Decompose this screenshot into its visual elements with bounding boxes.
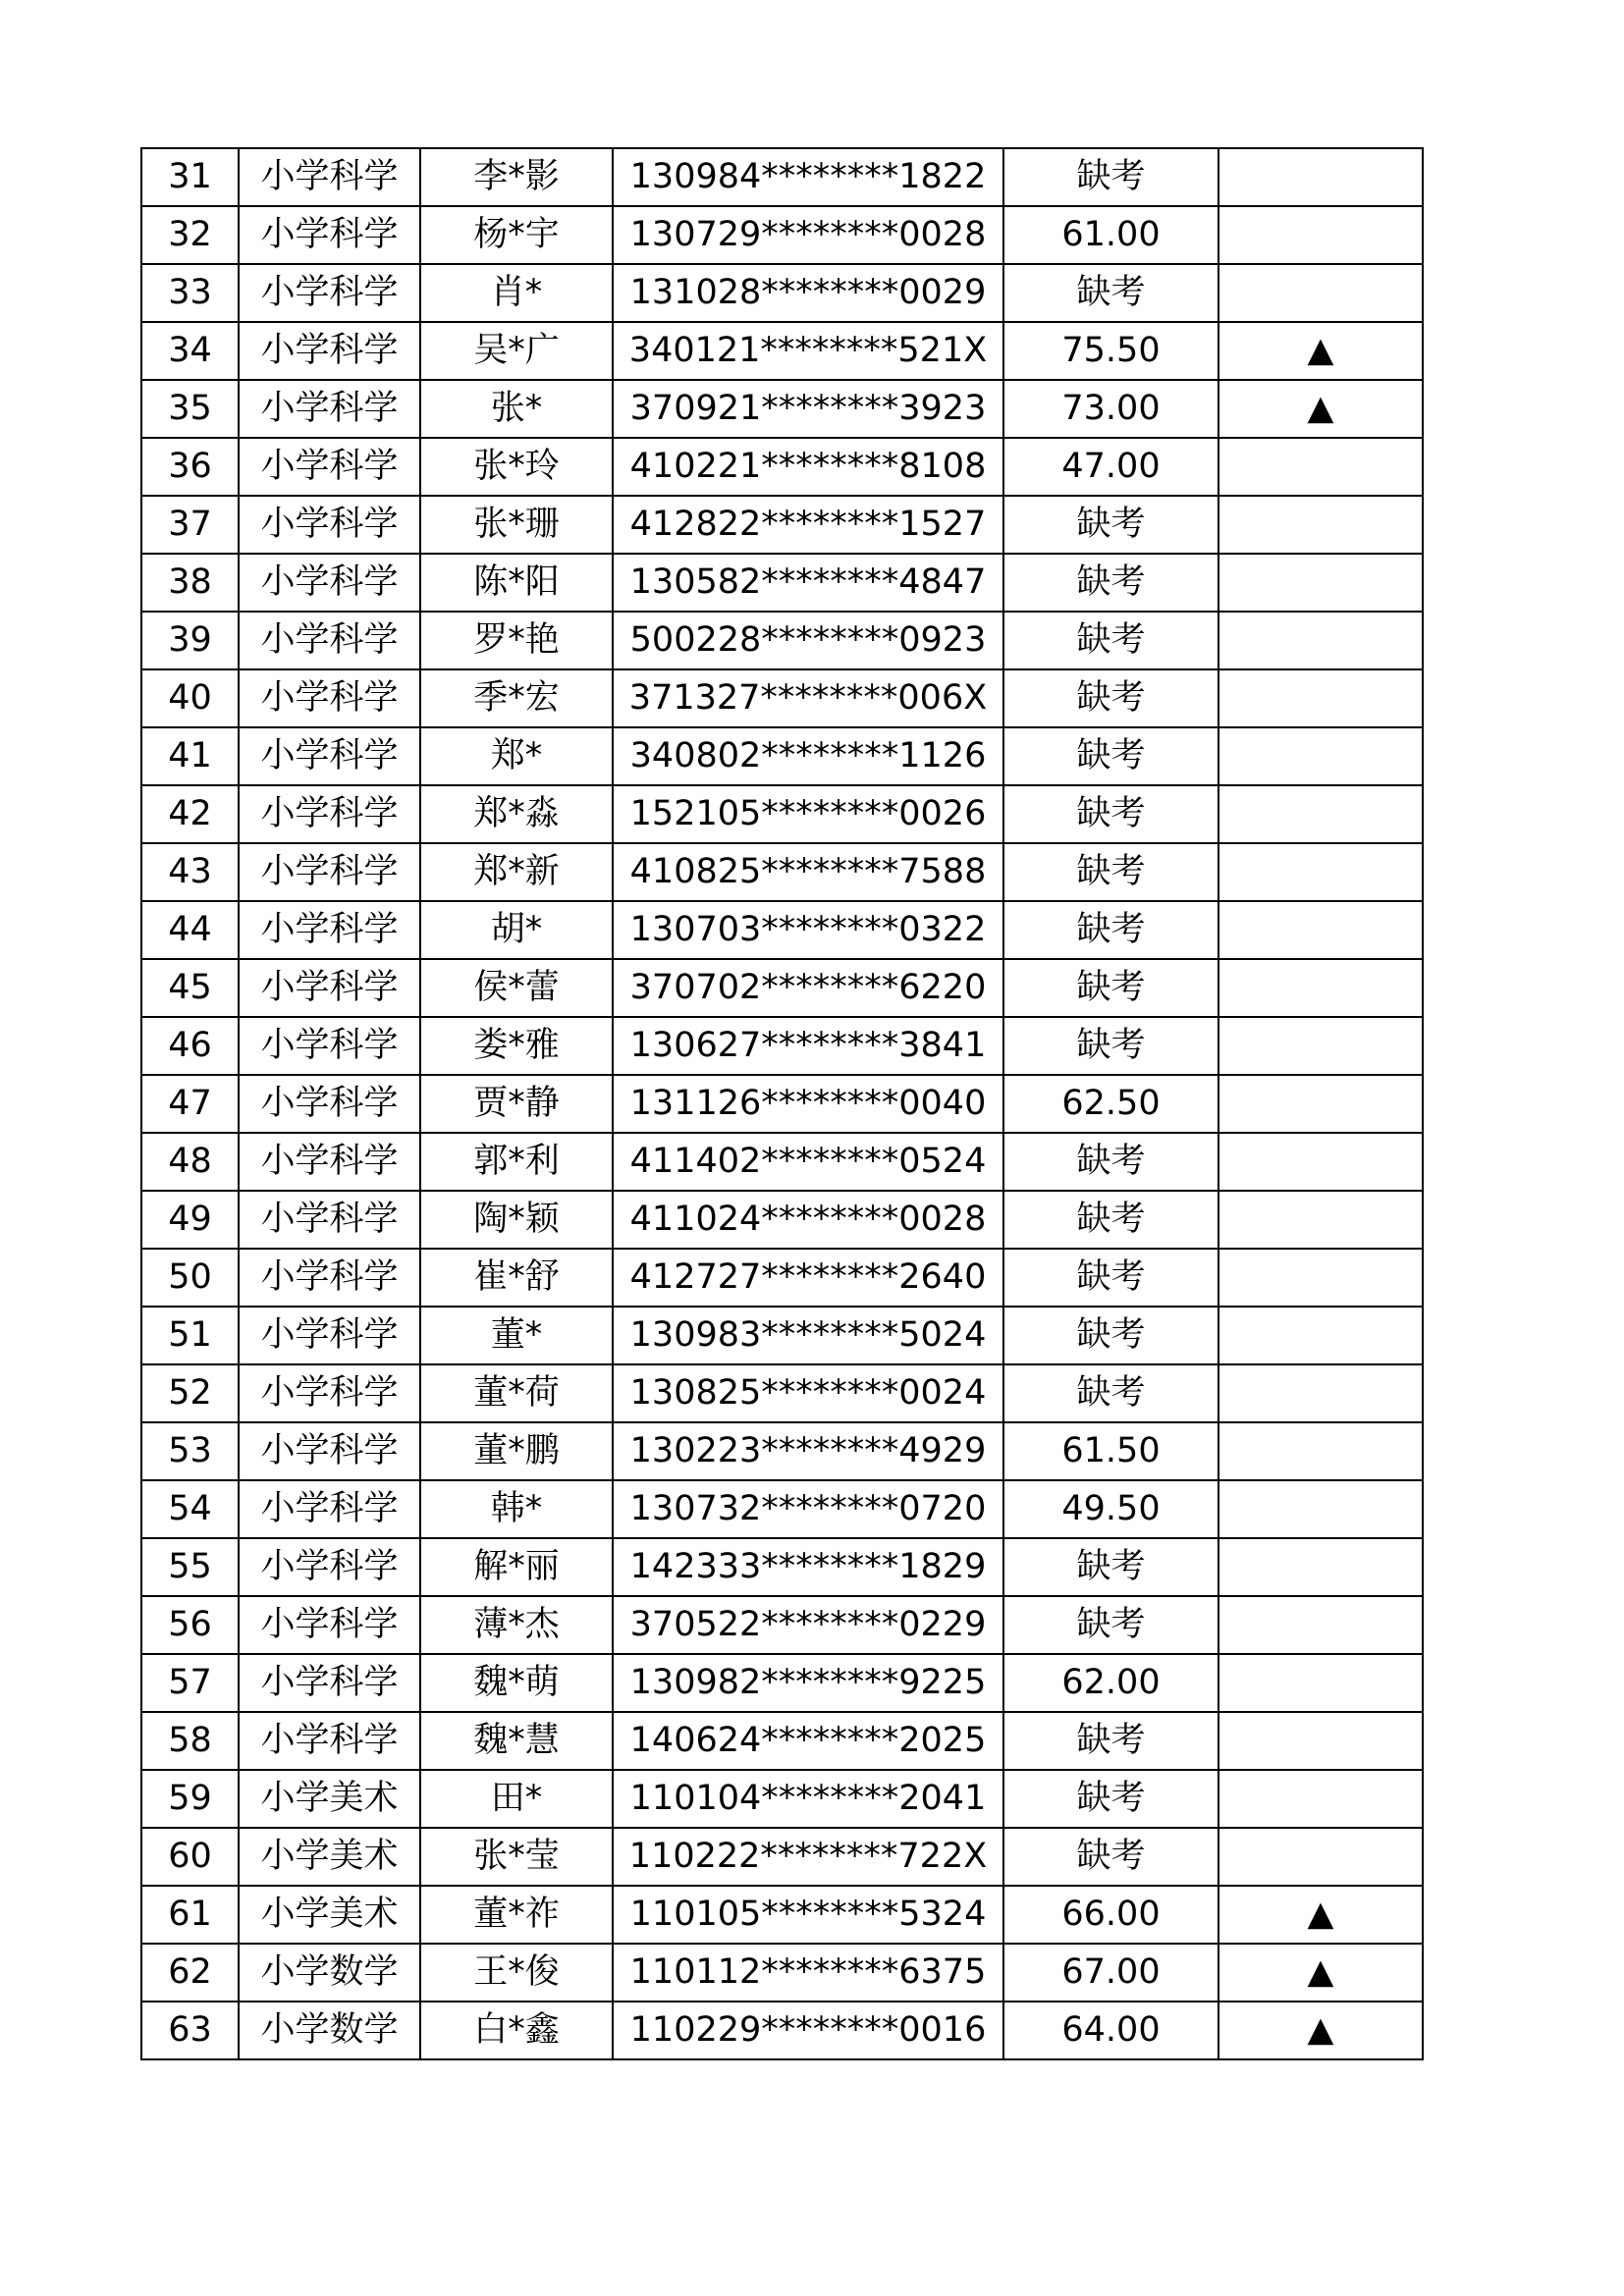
score-cell: 缺考 bbox=[1003, 959, 1218, 1017]
score-cell: 缺考 bbox=[1003, 727, 1218, 785]
table-row bbox=[141, 148, 1423, 206]
qualified-mark-cell bbox=[1218, 1075, 1423, 1133]
id-number-cell: 110105********5324 bbox=[613, 1886, 1003, 1944]
row-number-cell: 61 bbox=[141, 1886, 239, 1944]
row-number-cell: 35 bbox=[141, 380, 239, 438]
score-cell: 缺考 bbox=[1003, 496, 1218, 554]
score-cell: 缺考 bbox=[1003, 785, 1218, 843]
subject-cell: 小学科学 bbox=[239, 380, 420, 438]
results-table bbox=[140, 147, 1424, 2060]
score-cell: 66.00 bbox=[1003, 1886, 1218, 1944]
table-row bbox=[141, 206, 1423, 264]
score-cell: 缺考 bbox=[1003, 843, 1218, 901]
subject-cell: 小学科学 bbox=[239, 612, 420, 669]
row-number-cell: 62 bbox=[141, 1944, 239, 2002]
qualified-mark-cell bbox=[1218, 1770, 1423, 1828]
qualified-mark-cell bbox=[1218, 1712, 1423, 1770]
table-row bbox=[141, 612, 1423, 669]
id-number-cell: 370702********6220 bbox=[613, 959, 1003, 1017]
subject-cell: 小学科学 bbox=[239, 1133, 420, 1191]
qualified-mark-cell: ▲ bbox=[1218, 380, 1423, 438]
subject-cell: 小学美术 bbox=[239, 1828, 420, 1886]
qualified-mark-cell bbox=[1218, 438, 1423, 496]
candidate-name-cell: 魏*慧 bbox=[420, 1712, 613, 1770]
candidate-name-cell: 李*影 bbox=[420, 148, 613, 206]
qualified-mark-cell bbox=[1218, 959, 1423, 1017]
qualified-mark-cell bbox=[1218, 669, 1423, 727]
qualified-mark-cell: ▲ bbox=[1218, 2002, 1423, 2059]
score-cell: 49.50 bbox=[1003, 1480, 1218, 1538]
qualified-mark-cell: ▲ bbox=[1218, 322, 1423, 380]
table-row bbox=[141, 1017, 1423, 1075]
score-cell: 61.50 bbox=[1003, 1422, 1218, 1480]
row-number-cell: 56 bbox=[141, 1596, 239, 1654]
qualified-mark-cell: ▲ bbox=[1218, 1944, 1423, 2002]
score-cell: 61.00 bbox=[1003, 206, 1218, 264]
row-number-cell: 37 bbox=[141, 496, 239, 554]
id-number-cell: 411024********0028 bbox=[613, 1191, 1003, 1249]
id-number-cell: 370522********0229 bbox=[613, 1596, 1003, 1654]
table-row bbox=[141, 959, 1423, 1017]
row-number-cell: 38 bbox=[141, 554, 239, 612]
subject-cell: 小学数学 bbox=[239, 1944, 420, 2002]
candidate-name-cell: 韩* bbox=[420, 1480, 613, 1538]
table-row bbox=[141, 1886, 1423, 1944]
qualified-mark-cell bbox=[1218, 901, 1423, 959]
subject-cell: 小学科学 bbox=[239, 1712, 420, 1770]
score-cell: 67.00 bbox=[1003, 1944, 1218, 2002]
id-number-cell: 340802********1126 bbox=[613, 727, 1003, 785]
row-number-cell: 33 bbox=[141, 264, 239, 322]
qualified-mark-cell bbox=[1218, 612, 1423, 669]
subject-cell: 小学科学 bbox=[239, 1480, 420, 1538]
id-number-cell: 131028********0029 bbox=[613, 264, 1003, 322]
row-number-cell: 52 bbox=[141, 1364, 239, 1422]
candidate-name-cell: 薄*杰 bbox=[420, 1596, 613, 1654]
candidate-name-cell: 董* bbox=[420, 1307, 613, 1364]
qualified-mark-cell bbox=[1218, 1654, 1423, 1712]
id-number-cell: 110222********722X bbox=[613, 1828, 1003, 1886]
subject-cell: 小学科学 bbox=[239, 901, 420, 959]
qualified-mark-cell bbox=[1218, 1538, 1423, 1596]
qualified-mark-cell bbox=[1218, 1191, 1423, 1249]
qualified-mark-cell bbox=[1218, 727, 1423, 785]
table-row bbox=[141, 264, 1423, 322]
row-number-cell: 34 bbox=[141, 322, 239, 380]
subject-cell: 小学科学 bbox=[239, 148, 420, 206]
row-number-cell: 59 bbox=[141, 1770, 239, 1828]
row-number-cell: 55 bbox=[141, 1538, 239, 1596]
row-number-cell: 47 bbox=[141, 1075, 239, 1133]
candidate-name-cell: 陈*阳 bbox=[420, 554, 613, 612]
subject-cell: 小学科学 bbox=[239, 554, 420, 612]
row-number-cell: 43 bbox=[141, 843, 239, 901]
candidate-name-cell: 王*俊 bbox=[420, 1944, 613, 2002]
subject-cell: 小学科学 bbox=[239, 727, 420, 785]
candidate-name-cell: 郑* bbox=[420, 727, 613, 785]
subject-cell: 小学科学 bbox=[239, 1364, 420, 1422]
candidate-name-cell: 郑*新 bbox=[420, 843, 613, 901]
subject-cell: 小学科学 bbox=[239, 1191, 420, 1249]
subject-cell: 小学科学 bbox=[239, 669, 420, 727]
id-number-cell: 412727********2640 bbox=[613, 1249, 1003, 1307]
candidate-name-cell: 杨*宇 bbox=[420, 206, 613, 264]
table-row bbox=[141, 1249, 1423, 1307]
table-row bbox=[141, 1770, 1423, 1828]
table-row bbox=[141, 1191, 1423, 1249]
score-cell: 62.50 bbox=[1003, 1075, 1218, 1133]
candidate-name-cell: 郑*淼 bbox=[420, 785, 613, 843]
row-number-cell: 57 bbox=[141, 1654, 239, 1712]
score-cell: 62.00 bbox=[1003, 1654, 1218, 1712]
candidate-name-cell: 郭*利 bbox=[420, 1133, 613, 1191]
id-number-cell: 130984********1822 bbox=[613, 148, 1003, 206]
qualified-mark-cell bbox=[1218, 1596, 1423, 1654]
table-row bbox=[141, 2002, 1423, 2059]
subject-cell: 小学科学 bbox=[239, 206, 420, 264]
table-row bbox=[141, 1307, 1423, 1364]
score-cell: 缺考 bbox=[1003, 1712, 1218, 1770]
id-number-cell: 130703********0322 bbox=[613, 901, 1003, 959]
score-cell: 75.50 bbox=[1003, 322, 1218, 380]
id-number-cell: 142333********1829 bbox=[613, 1538, 1003, 1596]
qualified-mark-cell bbox=[1218, 264, 1423, 322]
subject-cell: 小学科学 bbox=[239, 438, 420, 496]
subject-cell: 小学科学 bbox=[239, 1654, 420, 1712]
qualified-mark-cell bbox=[1218, 206, 1423, 264]
qualified-mark-cell bbox=[1218, 1364, 1423, 1422]
table-row bbox=[141, 669, 1423, 727]
row-number-cell: 50 bbox=[141, 1249, 239, 1307]
score-cell: 缺考 bbox=[1003, 554, 1218, 612]
id-number-cell: 130983********5024 bbox=[613, 1307, 1003, 1364]
row-number-cell: 41 bbox=[141, 727, 239, 785]
subject-cell: 小学美术 bbox=[239, 1886, 420, 1944]
score-cell: 缺考 bbox=[1003, 901, 1218, 959]
table-row bbox=[141, 1133, 1423, 1191]
row-number-cell: 58 bbox=[141, 1712, 239, 1770]
id-number-cell: 152105********0026 bbox=[613, 785, 1003, 843]
table-row bbox=[141, 1596, 1423, 1654]
candidate-name-cell: 魏*萌 bbox=[420, 1654, 613, 1712]
score-cell: 47.00 bbox=[1003, 438, 1218, 496]
id-number-cell: 130223********4929 bbox=[613, 1422, 1003, 1480]
id-number-cell: 370921********3923 bbox=[613, 380, 1003, 438]
id-number-cell: 140624********2025 bbox=[613, 1712, 1003, 1770]
candidate-name-cell: 侯*蕾 bbox=[420, 959, 613, 1017]
row-number-cell: 36 bbox=[141, 438, 239, 496]
id-number-cell: 110229********0016 bbox=[613, 2002, 1003, 2059]
subject-cell: 小学科学 bbox=[239, 1307, 420, 1364]
candidate-name-cell: 董*鹏 bbox=[420, 1422, 613, 1480]
candidate-name-cell: 董*荷 bbox=[420, 1364, 613, 1422]
table-row bbox=[141, 1075, 1423, 1133]
score-cell: 缺考 bbox=[1003, 1133, 1218, 1191]
candidate-name-cell: 张*珊 bbox=[420, 496, 613, 554]
id-number-cell: 130825********0024 bbox=[613, 1364, 1003, 1422]
table-row bbox=[141, 785, 1423, 843]
candidate-name-cell: 解*丽 bbox=[420, 1538, 613, 1596]
row-number-cell: 32 bbox=[141, 206, 239, 264]
id-number-cell: 130729********0028 bbox=[613, 206, 1003, 264]
candidate-name-cell: 董*祚 bbox=[420, 1886, 613, 1944]
candidate-name-cell: 吴*广 bbox=[420, 322, 613, 380]
id-number-cell: 110112********6375 bbox=[613, 1944, 1003, 2002]
score-cell: 缺考 bbox=[1003, 1249, 1218, 1307]
score-cell: 缺考 bbox=[1003, 1770, 1218, 1828]
qualified-mark-cell bbox=[1218, 785, 1423, 843]
candidate-name-cell: 张* bbox=[420, 380, 613, 438]
id-number-cell: 110104********2041 bbox=[613, 1770, 1003, 1828]
candidate-name-cell: 田* bbox=[420, 1770, 613, 1828]
row-number-cell: 51 bbox=[141, 1307, 239, 1364]
subject-cell: 小学科学 bbox=[239, 1249, 420, 1307]
candidate-name-cell: 崔*舒 bbox=[420, 1249, 613, 1307]
row-number-cell: 40 bbox=[141, 669, 239, 727]
table-row bbox=[141, 322, 1423, 380]
qualified-mark-cell bbox=[1218, 496, 1423, 554]
row-number-cell: 54 bbox=[141, 1480, 239, 1538]
subject-cell: 小学科学 bbox=[239, 1075, 420, 1133]
table-row bbox=[141, 1538, 1423, 1596]
row-number-cell: 42 bbox=[141, 785, 239, 843]
row-number-cell: 44 bbox=[141, 901, 239, 959]
subject-cell: 小学数学 bbox=[239, 2002, 420, 2059]
id-number-cell: 410825********7588 bbox=[613, 843, 1003, 901]
score-cell: 64.00 bbox=[1003, 2002, 1218, 2059]
score-cell: 缺考 bbox=[1003, 1596, 1218, 1654]
id-number-cell: 371327********006X bbox=[613, 669, 1003, 727]
qualified-mark-cell: ▲ bbox=[1218, 1886, 1423, 1944]
id-number-cell: 130732********0720 bbox=[613, 1480, 1003, 1538]
qualified-mark-cell bbox=[1218, 1828, 1423, 1886]
candidate-name-cell: 胡* bbox=[420, 901, 613, 959]
results-table-body bbox=[141, 148, 1423, 2059]
row-number-cell: 60 bbox=[141, 1828, 239, 1886]
subject-cell: 小学科学 bbox=[239, 1538, 420, 1596]
table-row bbox=[141, 1712, 1423, 1770]
score-cell: 缺考 bbox=[1003, 264, 1218, 322]
candidate-name-cell: 张*莹 bbox=[420, 1828, 613, 1886]
id-number-cell: 130627********3841 bbox=[613, 1017, 1003, 1075]
id-number-cell: 412822********1527 bbox=[613, 496, 1003, 554]
table-row bbox=[141, 901, 1423, 959]
qualified-mark-cell bbox=[1218, 1133, 1423, 1191]
candidate-name-cell: 肖* bbox=[420, 264, 613, 322]
candidate-name-cell: 娄*雅 bbox=[420, 1017, 613, 1075]
id-number-cell: 500228********0923 bbox=[613, 612, 1003, 669]
candidate-name-cell: 张*玲 bbox=[420, 438, 613, 496]
subject-cell: 小学科学 bbox=[239, 264, 420, 322]
qualified-mark-cell bbox=[1218, 1480, 1423, 1538]
subject-cell: 小学科学 bbox=[239, 785, 420, 843]
row-number-cell: 39 bbox=[141, 612, 239, 669]
row-number-cell: 53 bbox=[141, 1422, 239, 1480]
score-cell: 缺考 bbox=[1003, 1828, 1218, 1886]
row-number-cell: 63 bbox=[141, 2002, 239, 2059]
table-row bbox=[141, 1422, 1423, 1480]
qualified-mark-cell bbox=[1218, 1249, 1423, 1307]
score-cell: 缺考 bbox=[1003, 148, 1218, 206]
id-number-cell: 410221********8108 bbox=[613, 438, 1003, 496]
table-row bbox=[141, 1364, 1423, 1422]
table-row bbox=[141, 1654, 1423, 1712]
id-number-cell: 411402********0524 bbox=[613, 1133, 1003, 1191]
subject-cell: 小学科学 bbox=[239, 1422, 420, 1480]
row-number-cell: 49 bbox=[141, 1191, 239, 1249]
score-cell: 缺考 bbox=[1003, 1017, 1218, 1075]
score-cell: 缺考 bbox=[1003, 1538, 1218, 1596]
qualified-mark-cell bbox=[1218, 554, 1423, 612]
table-row bbox=[141, 554, 1423, 612]
qualified-mark-cell bbox=[1218, 1422, 1423, 1480]
id-number-cell: 130582********4847 bbox=[613, 554, 1003, 612]
qualified-mark-cell bbox=[1218, 1307, 1423, 1364]
table-row bbox=[141, 1944, 1423, 2002]
row-number-cell: 31 bbox=[141, 148, 239, 206]
subject-cell: 小学科学 bbox=[239, 1596, 420, 1654]
candidate-name-cell: 季*宏 bbox=[420, 669, 613, 727]
table-row bbox=[141, 1480, 1423, 1538]
score-cell: 73.00 bbox=[1003, 380, 1218, 438]
table-row bbox=[141, 438, 1423, 496]
score-cell: 缺考 bbox=[1003, 669, 1218, 727]
table-row bbox=[141, 843, 1423, 901]
subject-cell: 小学科学 bbox=[239, 843, 420, 901]
candidate-name-cell: 白*鑫 bbox=[420, 2002, 613, 2059]
qualified-mark-cell bbox=[1218, 148, 1423, 206]
row-number-cell: 46 bbox=[141, 1017, 239, 1075]
score-cell: 缺考 bbox=[1003, 612, 1218, 669]
subject-cell: 小学美术 bbox=[239, 1770, 420, 1828]
id-number-cell: 131126********0040 bbox=[613, 1075, 1003, 1133]
score-cell: 缺考 bbox=[1003, 1364, 1218, 1422]
id-number-cell: 340121********521X bbox=[613, 322, 1003, 380]
candidate-name-cell: 陶*颖 bbox=[420, 1191, 613, 1249]
subject-cell: 小学科学 bbox=[239, 496, 420, 554]
id-number-cell: 130982********9225 bbox=[613, 1654, 1003, 1712]
candidate-name-cell: 罗*艳 bbox=[420, 612, 613, 669]
score-cell: 缺考 bbox=[1003, 1191, 1218, 1249]
table-row bbox=[141, 727, 1423, 785]
subject-cell: 小学科学 bbox=[239, 322, 420, 380]
qualified-mark-cell bbox=[1218, 843, 1423, 901]
subject-cell: 小学科学 bbox=[239, 1017, 420, 1075]
score-cell: 缺考 bbox=[1003, 1307, 1218, 1364]
row-number-cell: 48 bbox=[141, 1133, 239, 1191]
subject-cell: 小学科学 bbox=[239, 959, 420, 1017]
qualified-mark-cell bbox=[1218, 1017, 1423, 1075]
table-row bbox=[141, 380, 1423, 438]
candidate-name-cell: 贾*静 bbox=[420, 1075, 613, 1133]
row-number-cell: 45 bbox=[141, 959, 239, 1017]
table-row bbox=[141, 1828, 1423, 1886]
table-row bbox=[141, 496, 1423, 554]
